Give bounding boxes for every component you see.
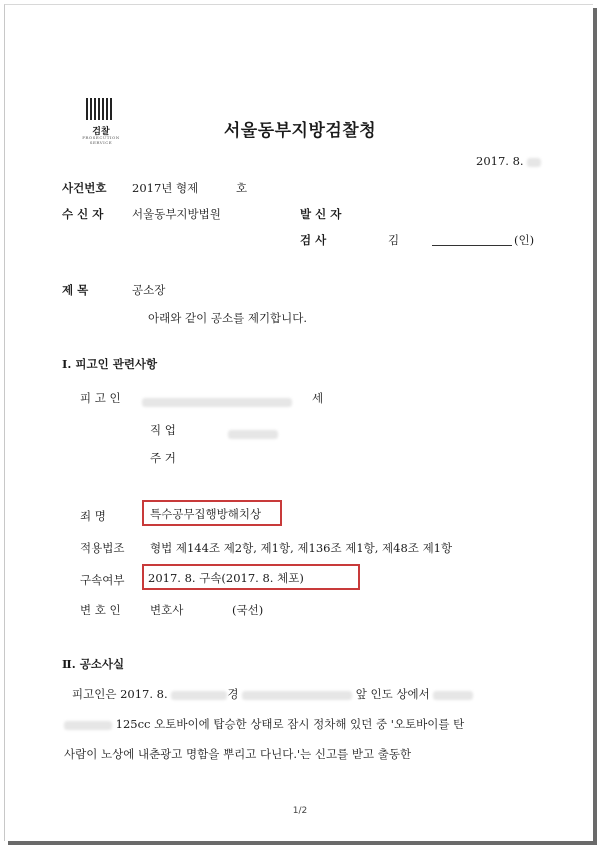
counsel-label: 변 호 인 [80, 603, 121, 617]
redacted-defendant-name [142, 398, 292, 407]
applicable-law-value: 형법 제144조 제2항, 제1항, 제136조 제1항, 제48조 제1항 [150, 541, 453, 555]
subject-value: 공소장 [132, 283, 166, 297]
redacted-location [242, 691, 352, 700]
sender-label: 발 신 자 [300, 207, 342, 221]
counsel-suffix: (국선) [232, 603, 264, 617]
signature-line [432, 245, 512, 246]
redacted-time [171, 691, 227, 700]
section1-heading: Ⅰ. 피고인 관련사항 [62, 357, 158, 371]
logo-subtitle: PROSECUTION SERVICE [82, 135, 120, 145]
defendant-age-suffix: 세 [312, 391, 324, 405]
case-number-suffix: 호 [236, 181, 248, 195]
applicable-law-label: 적용법조 [80, 541, 125, 555]
facts-line-2: 125cc 오토바이에 탑승한 상태로 잠시 정차해 있던 중 '오토바이를 탄 [64, 716, 464, 732]
document-date: 2017. 8. [476, 154, 541, 168]
job-label: 직 업 [150, 423, 176, 437]
page-number: 1/2 [292, 806, 308, 816]
logo-caption: 검찰 [92, 127, 110, 137]
address-label: 주 거 [150, 451, 176, 465]
subject-intro: 아래와 같이 공소를 제기합니다. [148, 311, 308, 325]
redacted-job [228, 430, 278, 439]
counsel-value: 변호사 [150, 603, 184, 617]
defendant-label: 피 고 인 [80, 391, 121, 405]
facts-line-3: 사람이 노상에 내춘광고 명함을 뿌리고 다닌다.'는 신고를 받고 출동한 [64, 747, 412, 761]
case-number-value: 2017년 형제 [132, 181, 199, 195]
prosecutor-name: 김 [388, 233, 400, 247]
section2-heading: Ⅱ. 공소사실 [62, 657, 125, 671]
seal-mark: (인) [514, 233, 535, 247]
detention-label: 구속여부 [80, 573, 125, 587]
facts-line-1: 피고인은 2017. 8. 경 앞 인도 상에서 [72, 686, 473, 702]
subject-label: 제 목 [62, 283, 89, 297]
charge-label: 죄 명 [80, 509, 106, 523]
prosecutor-label: 검 사 [300, 233, 327, 247]
case-number-label: 사건번호 [62, 181, 107, 195]
redacted-place [433, 691, 473, 700]
redacted-vehicle [64, 721, 112, 730]
recipient-value: 서울동부지방법원 [132, 207, 221, 221]
recipient-label: 수 신 자 [62, 207, 104, 221]
detention-value: 2017. 8. 구속(2017. 8. 체포) [148, 571, 304, 585]
office-title: 서울동부지방검찰청 [223, 121, 377, 141]
charge-value: 특수공무집행방해치상 [150, 507, 262, 521]
